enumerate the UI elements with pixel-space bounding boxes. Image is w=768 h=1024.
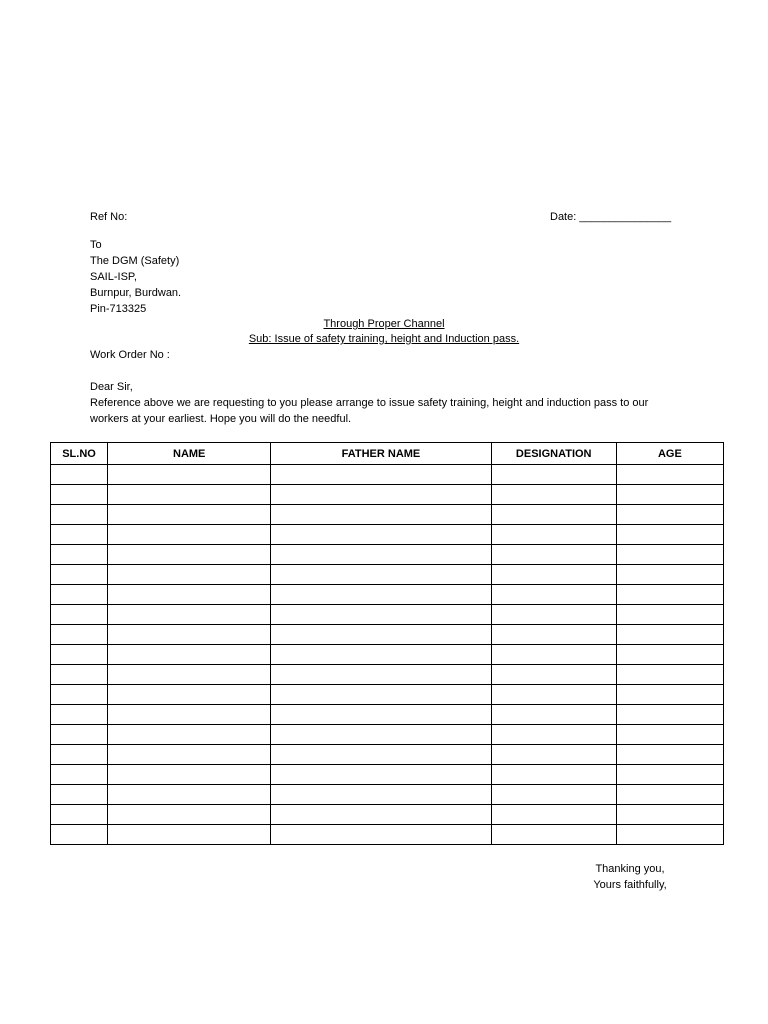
table-cell (616, 645, 723, 665)
table-cell (51, 665, 108, 685)
table-cell (51, 805, 108, 825)
table-row (51, 565, 724, 585)
table-cell (108, 645, 271, 665)
table-cell (616, 625, 723, 645)
table-cell (491, 705, 616, 725)
table-cell (108, 825, 271, 845)
table-cell (51, 485, 108, 505)
date-label: Date: _______________ (550, 211, 672, 223)
table-cell (491, 505, 616, 525)
table-row (51, 585, 724, 605)
column-header-name: NAME (108, 443, 271, 465)
table-cell (491, 545, 616, 565)
table-cell (491, 625, 616, 645)
table-row (51, 625, 724, 645)
address-line: SAIL-ISP, (90, 271, 137, 283)
table-cell (51, 465, 108, 485)
table-cell (616, 525, 723, 545)
table-cell (51, 645, 108, 665)
table-cell (616, 705, 723, 725)
table-cell (491, 765, 616, 785)
table-row (51, 745, 724, 765)
table-row (51, 525, 724, 545)
table-cell (108, 745, 271, 765)
table-row (51, 805, 724, 825)
table-cell (51, 625, 108, 645)
table-cell (51, 605, 108, 625)
column-header-father-name: FATHER NAME (271, 443, 491, 465)
table-cell (51, 725, 108, 745)
table-cell (616, 505, 723, 525)
table-cell (271, 745, 491, 765)
workers-table (50, 442, 724, 845)
table-cell (108, 705, 271, 725)
letter-body (90, 395, 690, 427)
column-header-sl-no: SL.NO (51, 443, 108, 465)
table-cell (616, 745, 723, 765)
table-cell (108, 545, 271, 565)
table-cell (616, 585, 723, 605)
table-cell (616, 485, 723, 505)
work-order-label: Work Order No : (90, 349, 170, 361)
table-cell (616, 785, 723, 805)
table-cell (616, 665, 723, 685)
table-cell (616, 805, 723, 825)
table-cell (51, 585, 108, 605)
table-cell (491, 665, 616, 685)
table-cell (108, 625, 271, 645)
address-line: The DGM (Safety) (90, 255, 180, 267)
table-cell (108, 785, 271, 805)
table-cell (51, 545, 108, 565)
table-cell (491, 805, 616, 825)
table-row (51, 825, 724, 845)
closing-signoff: Yours faithfully, (593, 879, 667, 891)
table-cell (491, 525, 616, 545)
table-cell (271, 605, 491, 625)
table-cell (271, 705, 491, 725)
table-cell (51, 525, 108, 545)
column-header-age: AGE (616, 443, 723, 465)
table-cell (108, 525, 271, 545)
table-cell (51, 685, 108, 705)
table-cell (491, 605, 616, 625)
salutation: Dear Sir, (90, 381, 133, 393)
address-line: Pin-713325 (90, 303, 147, 315)
address-line: Burnpur, Burdwan. (90, 287, 182, 299)
table-cell (491, 585, 616, 605)
table-cell (108, 665, 271, 685)
table-cell (51, 505, 108, 525)
table-cell (271, 465, 491, 485)
table-row (51, 465, 724, 485)
table-cell (51, 565, 108, 585)
table-cell (491, 725, 616, 745)
table-row (51, 665, 724, 685)
table-cell (491, 485, 616, 505)
table-cell (271, 665, 491, 685)
table-cell (271, 825, 491, 845)
table-cell (616, 605, 723, 625)
table-body (51, 465, 724, 845)
table-cell (108, 725, 271, 745)
table-row (51, 705, 724, 725)
table-row (51, 765, 724, 785)
ref-no-label: Ref No: (90, 211, 128, 223)
table-cell (271, 565, 491, 585)
table-row (51, 725, 724, 745)
subject-line: Sub: Issue of safety training, height and Induction pass. (248, 333, 520, 345)
table-cell (108, 765, 271, 785)
table-cell (108, 565, 271, 585)
table-cell (108, 485, 271, 505)
table-cell (616, 825, 723, 845)
column-header-designation: DESIGNATION (491, 443, 616, 465)
table-row (51, 485, 724, 505)
table-row (51, 645, 724, 665)
recipient-address (90, 237, 181, 317)
table-cell (271, 525, 491, 545)
table-cell (491, 685, 616, 705)
closing-thanks: Thanking you, (595, 863, 665, 875)
table-cell (271, 625, 491, 645)
table-header-row (51, 443, 724, 465)
table-cell (491, 785, 616, 805)
table-cell (491, 745, 616, 765)
table-cell (108, 605, 271, 625)
table-cell (108, 585, 271, 605)
table-cell (271, 725, 491, 745)
address-line: To (90, 239, 102, 251)
table-cell (491, 465, 616, 485)
body-line: Reference above we are requesting to you please arrange to issue safety training, height and induction pass to our (90, 397, 649, 409)
table-cell (51, 745, 108, 765)
through-proper-channel: Through Proper Channel (323, 318, 445, 330)
table-row (51, 505, 724, 525)
table-cell (51, 765, 108, 785)
table-cell (51, 785, 108, 805)
table-cell (271, 645, 491, 665)
table-cell (108, 465, 271, 485)
table-cell (491, 825, 616, 845)
table-cell (616, 465, 723, 485)
table-cell (491, 565, 616, 585)
body-line: workers at your earliest. Hope you will do the needful. (90, 413, 352, 425)
table-cell (108, 805, 271, 825)
table-cell (271, 785, 491, 805)
table-cell (108, 685, 271, 705)
table-cell (616, 765, 723, 785)
table-cell (271, 585, 491, 605)
table-cell (616, 545, 723, 565)
table-cell (616, 565, 723, 585)
table-row (51, 785, 724, 805)
table-row (51, 605, 724, 625)
table-row (51, 685, 724, 705)
table-cell (616, 725, 723, 745)
table-cell (271, 485, 491, 505)
table-cell (271, 505, 491, 525)
table-row (51, 545, 724, 565)
table-cell (491, 645, 616, 665)
table-cell (51, 825, 108, 845)
table-cell (51, 705, 108, 725)
table-cell (108, 505, 271, 525)
table-cell (616, 685, 723, 705)
table-cell (271, 765, 491, 785)
table-cell (271, 805, 491, 825)
table-cell (271, 685, 491, 705)
table-cell (271, 545, 491, 565)
